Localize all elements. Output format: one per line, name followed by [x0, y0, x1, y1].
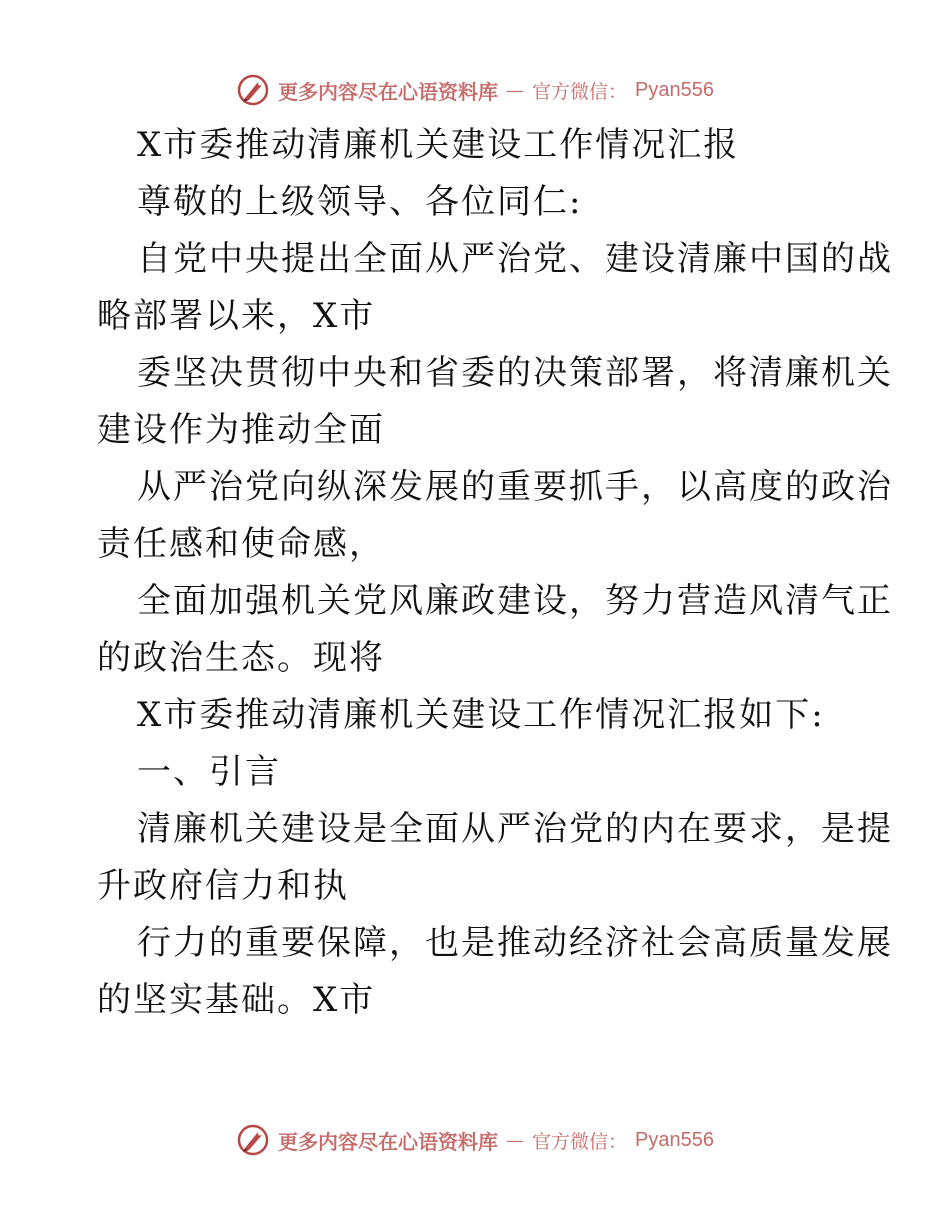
header-banner-separator: —: [506, 79, 524, 101]
footer-wechat-id: Pyan556: [635, 1128, 714, 1151]
header-banner: [0, 70, 950, 110]
paragraph-line: 的坚实基础。X市: [97, 980, 376, 1020]
header-banner-content: [236, 73, 714, 107]
paragraph-line: 全面加强机关党风廉政建设，努力营造风清气正: [137, 581, 893, 621]
header-banner-text: 更多内容尽在心语资料库: [278, 79, 498, 104]
paragraph-line: 略部署以来，X市: [97, 296, 376, 336]
document-body: [97, 122, 893, 1034]
salutation: 尊敬的上级领导、各位同仁:: [137, 182, 583, 222]
paragraph-line: 委坚决贯彻中央和省委的决策部署，将清廉机关: [137, 353, 893, 393]
paragraph-line: X市委推动清廉机关建设工作情况汇报如下:: [137, 695, 825, 735]
paragraph-line: 行力的重要保障，也是推动经济社会高质量发展: [137, 923, 893, 963]
pen-logo-icon: [236, 1123, 270, 1157]
paragraph-line: 升政府信力和执: [97, 866, 349, 906]
footer-banner-separator: —: [506, 1129, 524, 1151]
paragraph-line: 自党中央提出全面从严治党、建设清廉中国的战: [137, 239, 893, 279]
footer-banner: [0, 1120, 950, 1160]
paragraph-line: 清廉机关建设是全面从严治党的内在要求，是提: [137, 809, 893, 849]
section-heading: 一、引言: [137, 752, 281, 792]
header-wechat-id: Pyan556: [635, 78, 714, 101]
footer-banner-content: [236, 1123, 714, 1157]
paragraph-line: 从严治党向纵深发展的重要抓手，以高度的政治: [137, 467, 893, 507]
document-title: X市委推动清廉机关建设工作情况汇报: [137, 125, 740, 165]
header-wechat-label: 官方微信：: [532, 80, 628, 103]
footer-wechat-label: 官方微信：: [532, 1130, 628, 1153]
pen-logo-icon: [236, 73, 270, 107]
footer-banner-text: 更多内容尽在心语资料库: [278, 1129, 498, 1154]
paragraph-line: 的政治生态。现将: [97, 638, 385, 678]
paragraph-line: 责任感和使命感，: [97, 524, 385, 564]
paragraph-line: 建设作为推动全面: [97, 410, 385, 450]
